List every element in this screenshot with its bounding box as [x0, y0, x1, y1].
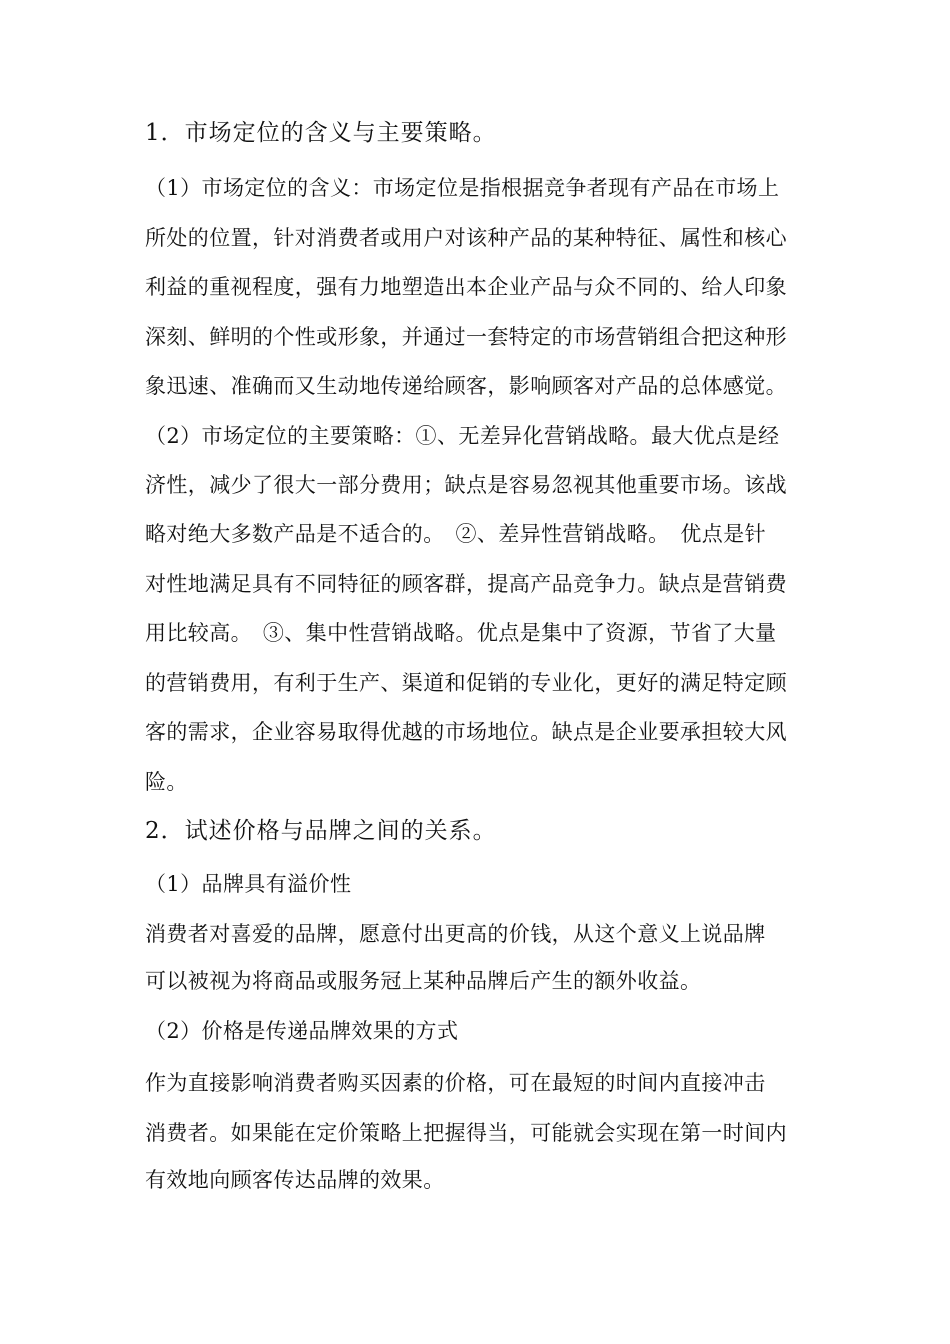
section-2-line: 消费者对喜爱的品牌，愿意付出更高的价钱，从这个意义上说品牌	[145, 922, 766, 946]
section-1-heading: 1．市场定位的含义与主要策略。	[145, 120, 497, 146]
section-2-line: 消费者。如果能在定价策略上把握得当，可能就会实现在第一时间内	[145, 1121, 787, 1145]
section-1-line: 客的需求，企业容易取得优越的市场地位。缺点是企业要承担较大风	[145, 720, 787, 744]
section-1-line: 利益的重视程度，强有力地塑造出本企业产品与众不同的、给人印象	[145, 275, 787, 299]
section-1-line: （2）市场定位的主要策略：①、无差异化营销战略。最大优点是经	[145, 424, 780, 448]
section-1-line: 深刻、鲜明的个性或形象，并通过一套特定的市场营销组合把这种形	[145, 325, 787, 349]
section-1-line: 略对绝大多数产品是不适合的。 ②、差异性营销战略。 优点是针	[145, 522, 766, 546]
section-2-line: 可以被视为将商品或服务冠上某种品牌后产生的额外收益。	[145, 969, 702, 993]
section-1-line: 象迅速、准确而又生动地传递给顾客，影响顾客对产品的总体感觉。	[145, 374, 787, 398]
section-1-line: 的营销费用，有利于生产、渠道和促销的专业化，更好的满足特定顾	[145, 671, 787, 695]
section-1-line: 济性，减少了很大一部分费用；缺点是容易忽视其他重要市场。该战	[145, 473, 787, 497]
section-1-line: 对性地满足具有不同特征的顾客群，提高产品竞争力。缺点是营销费	[145, 572, 787, 596]
section-1-line: 所处的位置，针对消费者或用户对该种产品的某种特征、属性和核心	[145, 226, 787, 250]
section-2-heading: 2．试述价格与品牌之间的关系。	[145, 818, 497, 844]
section-2-line: 作为直接影响消费者购买因素的价格，可在最短的时间内直接冲击	[145, 1071, 766, 1095]
section-2-line: （1）品牌具有溢价性	[145, 872, 352, 896]
section-2-line: 有效地向顾客传达品牌的效果。	[145, 1168, 445, 1192]
section-1-line: （1）市场定位的含义：市场定位是指根据竞争者现有产品在市场上	[145, 176, 780, 200]
section-2-line: （2）价格是传递品牌效果的方式	[145, 1019, 459, 1043]
section-1-line: 用比较高。 ③、集中性营销战略。优点是集中了资源，节省了大量	[145, 621, 777, 645]
section-1-line: 险。	[145, 770, 188, 794]
